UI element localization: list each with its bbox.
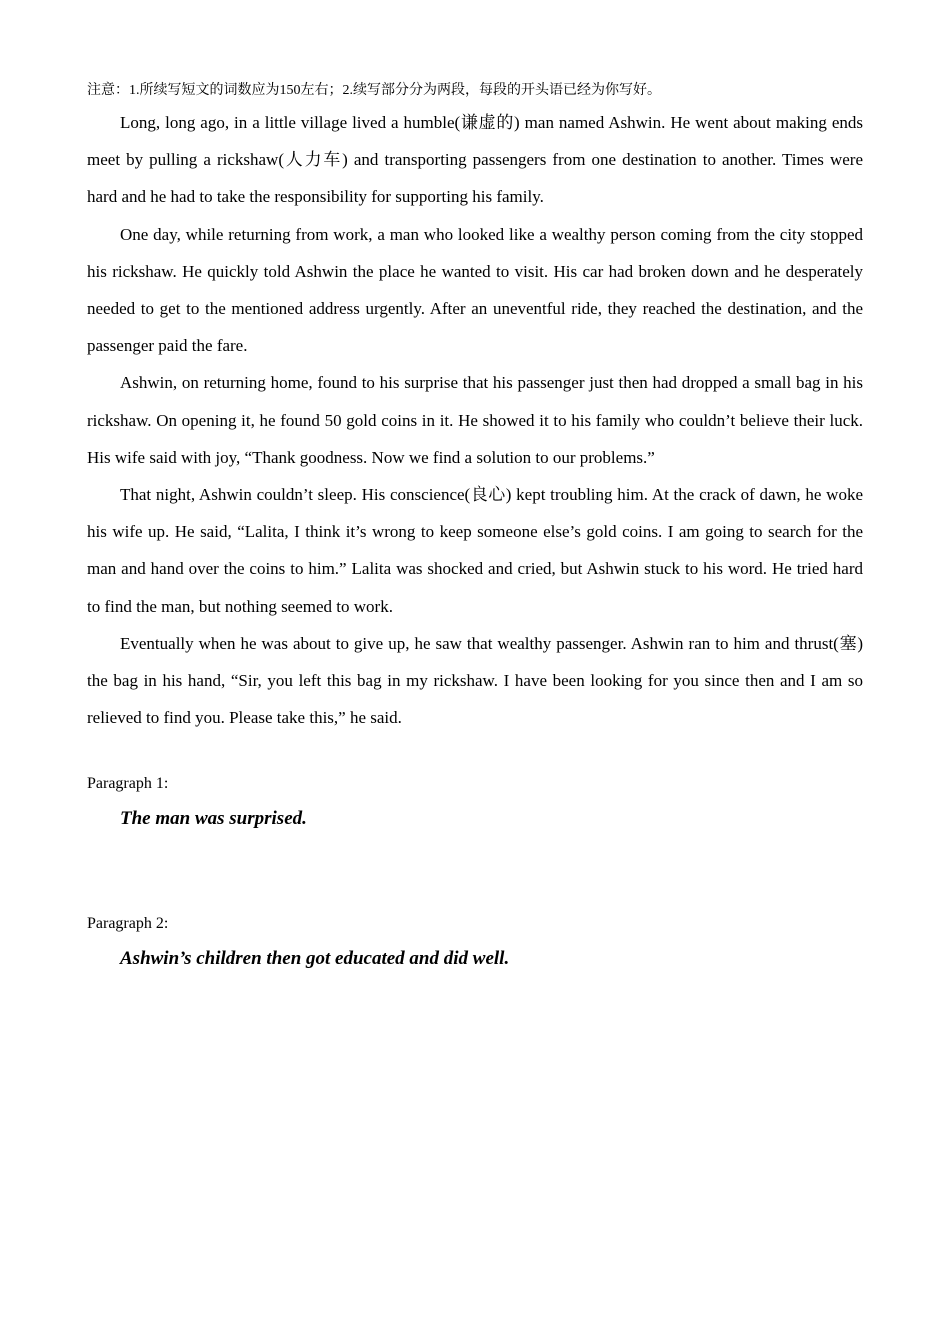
story-paragraph-1: Long, long ago, in a little village lived a humble(谦虚的) man named Ashwin. He went about making ends meet by pulling a rickshaw(人力车) and transporting passengers from one destination to another. Times were hard and he had to take the responsibility for supporting his family. — [87, 113, 863, 207]
story-paragraph-5: Eventually when he was about to give up, he saw that wealthy passenger. Ashwin ran to him and thrust(塞) the bag in his hand, “Sir, you left this bag in my rickshaw. I have been looking for you since then and I am so relieved to find you. Please take this,” he said. — [87, 633, 863, 728]
story-paragraph-2: One day, while returning from work, a man who looked like a wealthy person coming from the city stopped his rickshaw. He quickly told Ashwin the place he wanted to visit. His car had broken down and he desperately needed to get to the mentioned address urgently. After an uneventful ride, they reached the destination, and the passenger paid the fare. — [87, 224, 863, 356]
story-paragraph-4: That night, Ashwin couldn’t sleep. His conscience(良心) kept troubling him. At the crack of dawn, he woke his wife up. He said, “Lalita, I think it’s wrong to keep someone else’s gold coins. I am going to search for the man and hand over the coins to him.” Lalita was shocked and cried, but Ashwin stuck to his word. He tried hard to find the man, but nothing seemed to work. — [87, 485, 863, 616]
story-text — [87, 104, 863, 736]
paragraph-1-label: Paragraph 1: — [87, 775, 169, 793]
instruction-note: 注意：1.所续写短文的词数应为150左右；2.续写部分分为两段，每段的开头语已经为你写好。 — [87, 83, 661, 98]
paragraph-1-opening: The man was surprised. — [120, 808, 307, 830]
story-paragraph-3: Ashwin, on returning home, found to his surprise that his passenger just then had dropped a small bag in his rickshaw. On opening it, he found 50 gold coins in it. He showed it to his family who couldn’t believe their luck. His wife said with joy, “Thank goodness. Now we find a solution to our problems.” — [87, 373, 863, 467]
paragraph-2-opening: Ashwin’s children then got educated and did well. — [120, 948, 510, 970]
document-page — [87, 80, 863, 973]
continuation-section — [87, 773, 863, 973]
paragraph-2-label: Paragraph 2: — [87, 915, 169, 933]
